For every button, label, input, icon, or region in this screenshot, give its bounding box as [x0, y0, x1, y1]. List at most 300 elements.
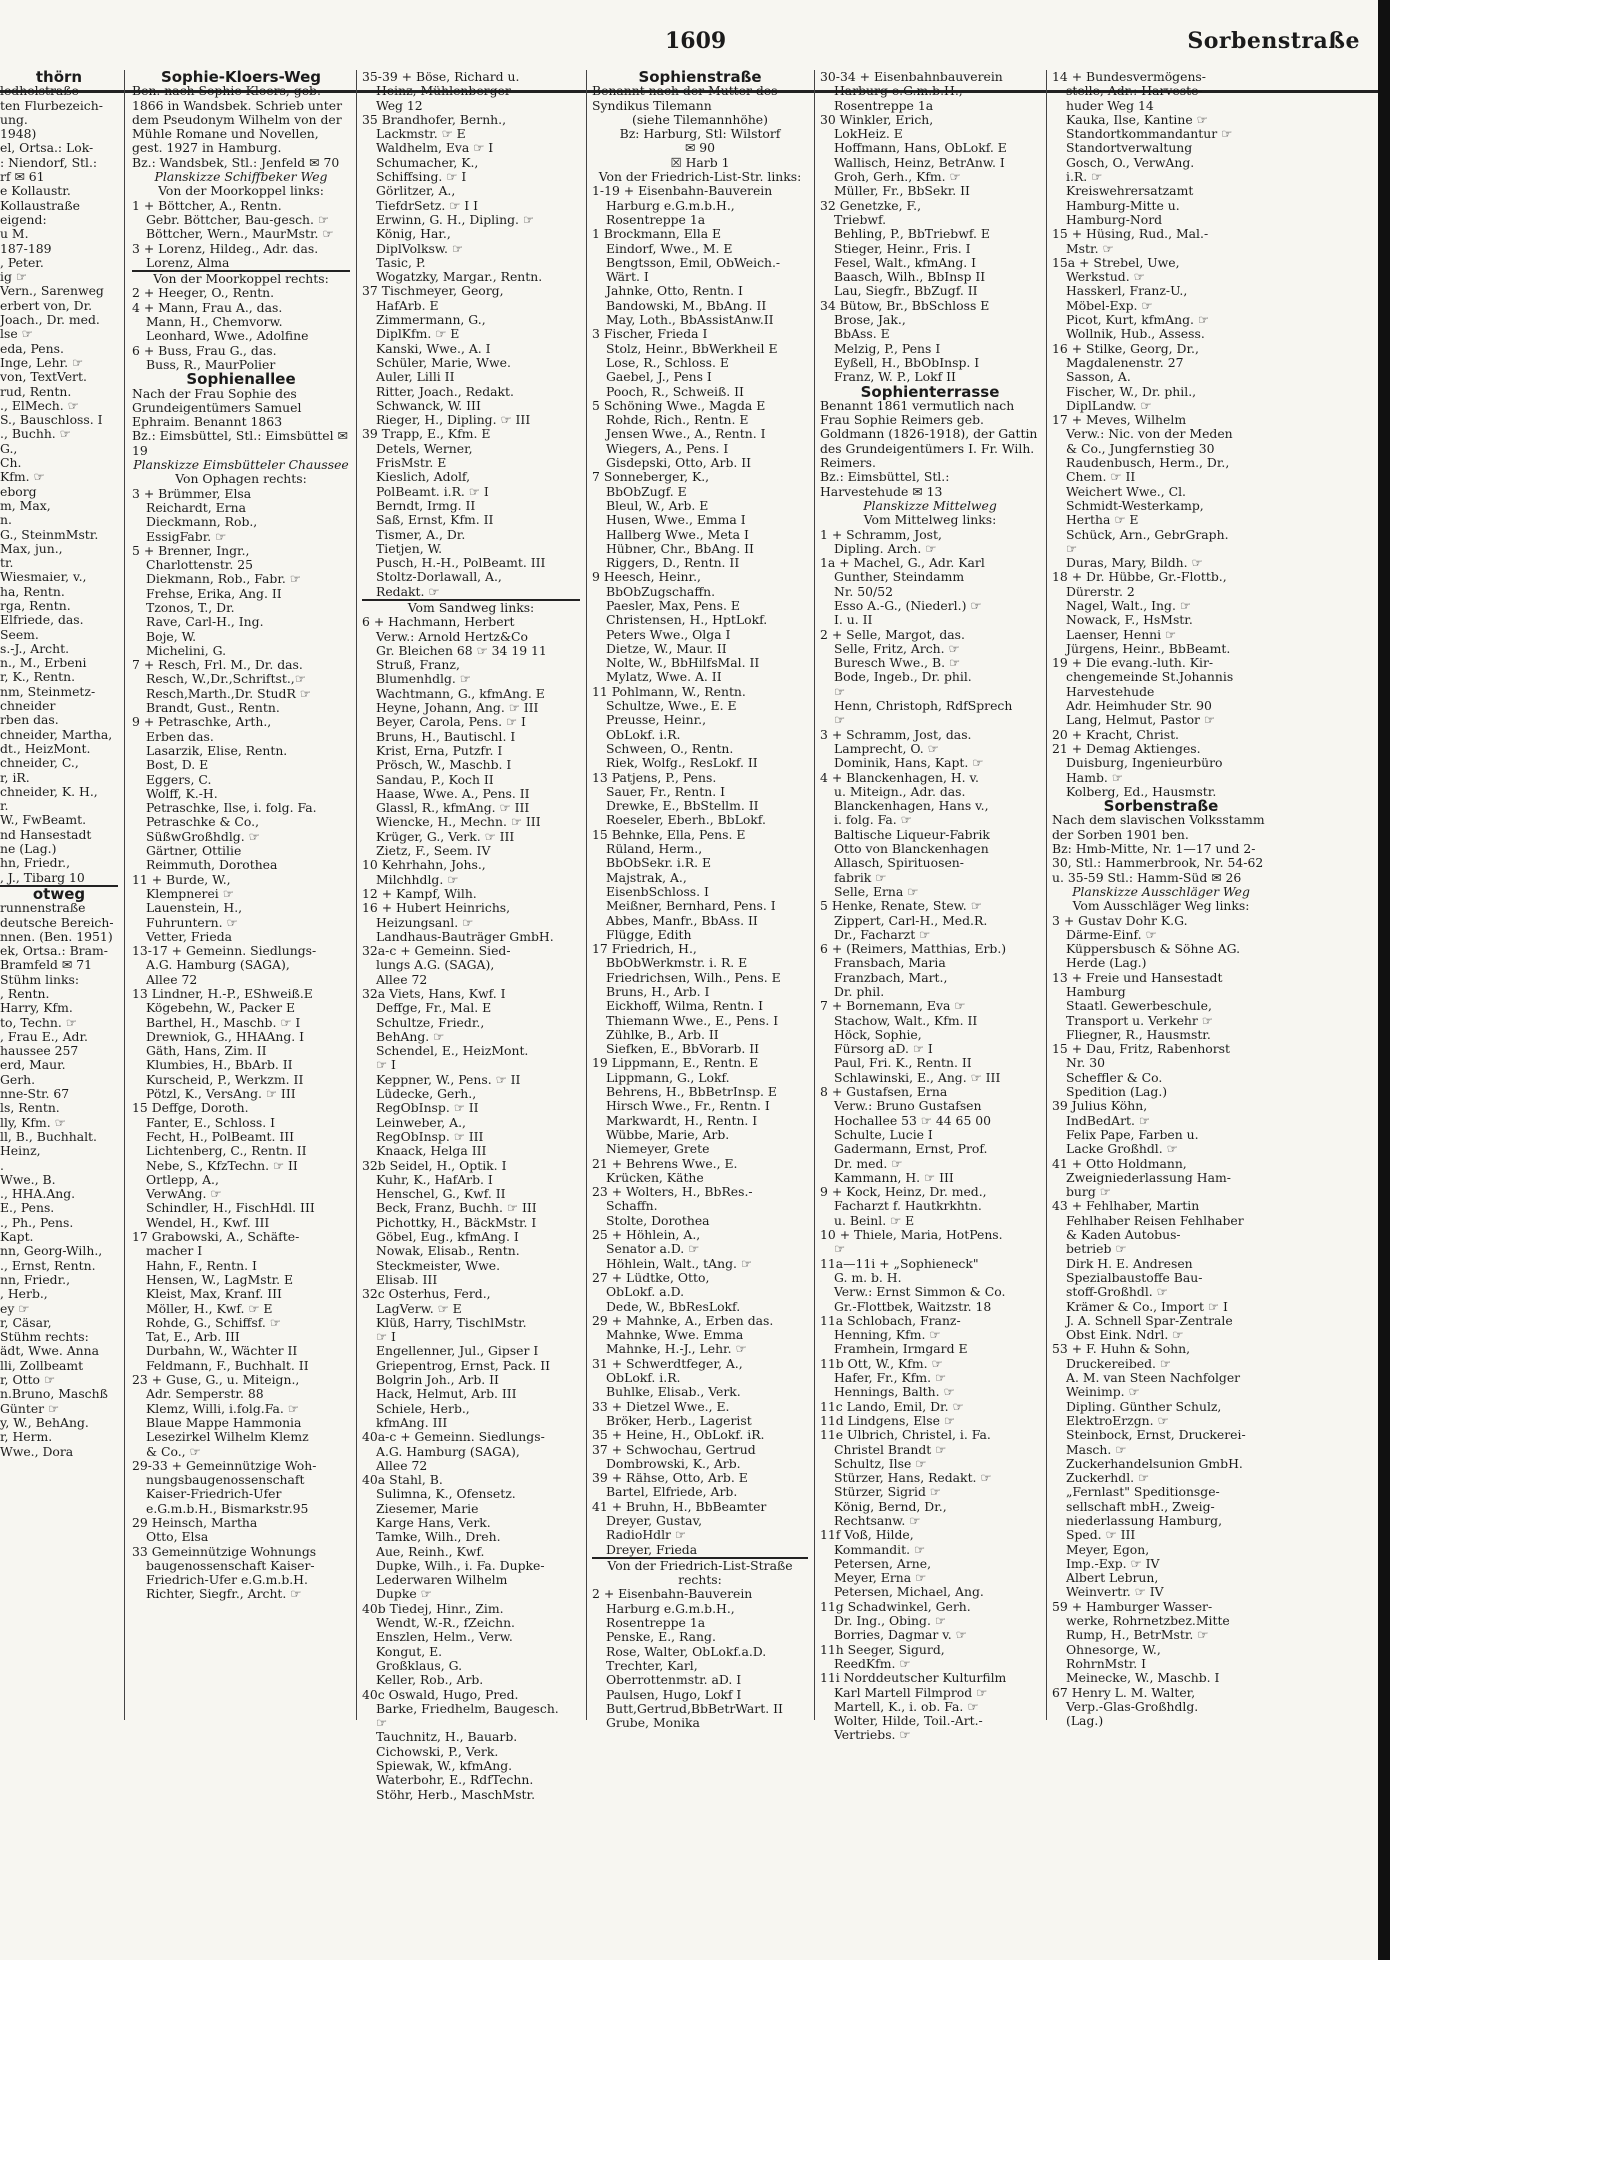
entry-continuation: Kongut, E.: [376, 1643, 443, 1659]
directory-entry: 11b Ott, W., Kfm. ☞: [820, 1355, 943, 1371]
directory-entry: 27 + Lüdtke, Otto,: [592, 1269, 710, 1285]
entry-continuation: Bleul, W., Arb. E: [606, 497, 709, 513]
entry-continuation: Wollnik, Hub., Assess.: [1066, 326, 1205, 342]
entry-continuation: Petraschke & Co.,: [146, 814, 260, 830]
entry-continuation: u. Beinl. ☞ E: [834, 1212, 915, 1228]
entry-continuation: Kaiser-Friedrich-Ufer: [146, 1486, 282, 1502]
entry-continuation: Martell, K., i. ob. Fa. ☞: [834, 1698, 979, 1714]
entry-continuation: Gaebel, J., Pens I: [606, 369, 712, 385]
directory-entry: 1 + Schramm, Jost,: [820, 526, 942, 542]
street-description: nnen. (Ben. 1951): [0, 928, 113, 944]
directory-entry: 10 + Thiele, Maria, HotPens.: [820, 1227, 1003, 1243]
entry-continuation: lungs A.G. (SAGA),: [376, 957, 495, 973]
directory-entry: 12 + Kampf, Wilh.: [362, 885, 477, 901]
street-description: ek, Ortsa.: Bram-: [0, 943, 108, 959]
entry-continuation: Hamburg-Mitte u.: [1066, 197, 1180, 213]
entry-continuation: Preusse, Heinr.,: [606, 712, 707, 728]
entry-continuation: Detels, Werner,: [376, 440, 473, 456]
entry-continuation: werke, Rohrnetzbez.Mitte: [1066, 1613, 1230, 1629]
street-description: S., Bauschloss. I: [0, 412, 103, 428]
entry-continuation: Schiele, Herb.,: [376, 1400, 470, 1416]
entry-continuation: Bengtsson, Emil, ObWeich.-: [606, 254, 781, 270]
entry-continuation: Schaffn.: [606, 1198, 658, 1214]
directory-entry: 33 + Dietzel Wwe., E.: [592, 1398, 730, 1414]
entry-continuation: ☞ I: [376, 1057, 396, 1073]
entry-continuation: IndBedArt. ☞: [1066, 1112, 1151, 1128]
entry-continuation: Cichowski, P., Verk.: [376, 1743, 499, 1759]
entry-continuation: Grube, Monika: [606, 1715, 700, 1731]
entry-continuation: Karl Martell Filmprod ☞: [834, 1684, 988, 1700]
entry-continuation: huder Weg 14: [1066, 97, 1154, 113]
entry-continuation: Ohnesorge, W.,: [1066, 1641, 1161, 1657]
entry-continuation: Schultze, Wwe., E. E: [606, 698, 737, 714]
directory-entry: 11i Norddeutscher Kulturfilm: [820, 1670, 1007, 1686]
street-heading: Sophie-Kloers-Weg: [160, 70, 322, 86]
entry-continuation: Hamburg: [1066, 984, 1126, 999]
entry-continuation: Jensen Wwe., A., Rentn. I: [606, 426, 766, 442]
directory-entry: 1a + Machel, G., Adr. Karl: [820, 555, 985, 571]
directory-entry: 19 + Die evang.-luth. Kir-: [1052, 655, 1214, 671]
entry-continuation: Lorenz, Alma: [146, 254, 230, 270]
street-description: erd, Maur.: [0, 1057, 66, 1073]
entry-continuation: Zweigniederlassung Ham-: [1066, 1169, 1231, 1185]
column-2: [132, 70, 350, 1920]
street-description: ne (Lag.): [0, 841, 57, 857]
entry-continuation: Stolte, Dorothea: [606, 1212, 710, 1228]
directory-entry: 32b Seidel, H., Optik. I: [362, 1157, 507, 1173]
street-description: , Herb.,: [0, 1286, 48, 1302]
entry-continuation: Dominik, Hans, Kapt. ☞: [834, 755, 984, 771]
entry-continuation: Pötzl, K., VersAng. ☞ III: [146, 1086, 296, 1102]
street-description: W., FwBeamt.: [0, 812, 87, 828]
street-description: ll, B., Buchhalt.: [0, 1128, 97, 1144]
street-description: dt., HeizMont.: [0, 740, 91, 756]
entry-continuation: Möbel-Exp. ☞: [1066, 297, 1153, 313]
directory-entry: 15 + Dau, Fritz, Rabenhorst: [1052, 1041, 1231, 1057]
entry-continuation: Lacke Großhdl. ☞: [1066, 1141, 1178, 1157]
directory-entry: 32a Viets, Hans, Kwf. I: [362, 986, 506, 1001]
entry-continuation: Hamb. ☞: [1066, 769, 1123, 785]
directory-entry: 1-19 + Eisenbahn-Bauverein: [592, 183, 773, 199]
entry-continuation: ObLokf. a.D.: [606, 1284, 685, 1300]
entry-continuation: Butt,Gertrud,BbBetrWart. II: [606, 1700, 783, 1716]
street-description: Elfriede, das.: [0, 612, 84, 628]
directory-entry: 53 + F. Huhn & Sohn,: [1052, 1341, 1191, 1357]
entry-continuation: ☞: [834, 1241, 846, 1257]
entry-continuation: EisenbSchloss. I: [606, 883, 709, 899]
entry-continuation: Adr. Heimhuder Str. 90: [1066, 698, 1212, 714]
entry-continuation: Krist, Erna, Putzfr. I: [376, 742, 503, 758]
entry-continuation: Sasson, A.: [1066, 369, 1131, 385]
street-description: : Niendorf, Stl.:: [0, 154, 98, 170]
entry-continuation: Nagel, Walt., Ing. ☞: [1066, 597, 1191, 613]
entry-continuation: Nr. 30: [1066, 1055, 1106, 1071]
entry-continuation: Vertriebs. ☞: [834, 1727, 911, 1743]
directory-entry: 41 + Otto Holdmann,: [1052, 1155, 1187, 1171]
directory-entry: 29 Heinsch, Martha: [132, 1514, 258, 1530]
entry-continuation: G. m. b. H.: [834, 1269, 902, 1285]
street-description: s.-J., Archt.: [0, 640, 70, 656]
entry-continuation: Rosentreppe 1a: [834, 97, 934, 113]
entry-continuation: Dreyer, Gustav,: [606, 1512, 703, 1528]
street-description: Benannt nach der Mutter des Syndikus Tilemann: [592, 83, 778, 113]
entry-continuation: Christel Brandt ☞: [834, 1441, 947, 1457]
entry-continuation: Majstrak, A.,: [606, 869, 687, 885]
entry-continuation: Dreyer, Frieda: [606, 1541, 698, 1557]
entry-continuation: Fesel, Walt., kfmAng. I: [834, 254, 977, 270]
entry-continuation: Schendel, E., HeizMont.: [376, 1043, 529, 1059]
entry-continuation: Bost, D. E: [146, 757, 209, 773]
directory-entry: 32a-c + Gemeinn. Sied-: [362, 943, 511, 959]
entry-continuation: Därme-Einf. ☞: [1066, 926, 1157, 942]
directory-entry: 19 Lippmann, E., Rentn. E: [592, 1055, 759, 1071]
plan-reference: Planskizze Schiffbeker Weg: [154, 169, 328, 185]
entry-continuation: Heinz, Mühlenberger: [376, 83, 511, 99]
directory-entry: 23 + Guse, G., u. Miteign.,: [132, 1372, 300, 1388]
entry-continuation: Kanski, Wwe., A. I: [376, 340, 491, 356]
entry-continuation: Blanckenhagen, Hans v.,: [834, 798, 989, 814]
entry-continuation: Hoffmann, Hans, ObLokf. E: [834, 140, 1007, 156]
entry-continuation: VerwAng. ☞: [146, 1186, 222, 1202]
entry-continuation: Diekmann, Rob., Fabr. ☞: [146, 571, 301, 587]
entry-continuation: Pooch, R., Schweiß. II: [606, 383, 744, 399]
entry-continuation: Herde (Lag.): [1066, 955, 1147, 971]
directory-entry: 2 + Selle, Margot, das.: [820, 626, 965, 642]
entry-continuation: Durbahn, W., Wächter II: [146, 1343, 298, 1359]
entry-continuation: Tzonos, T., Dr.: [146, 599, 235, 615]
street-description: ., HHA.Ang.: [0, 1186, 76, 1202]
entry-continuation: Leonhard, Wwe., Adolfine: [146, 328, 309, 344]
entry-continuation: Klumbies, H., BbArb. II: [146, 1057, 293, 1073]
entry-continuation: Gäth, Hans, Zim. II: [146, 1043, 267, 1059]
entry-continuation: Kleist, Max, Kranf. III: [146, 1286, 282, 1302]
entry-continuation: BehAng. ☞: [376, 1028, 445, 1044]
entry-continuation: Redakt. ☞: [376, 583, 440, 599]
entry-continuation: Wiencke, H., Mechn. ☞ III: [376, 814, 541, 830]
column-6: [1052, 70, 1270, 1920]
street-description: Bz.: Wandsbek, Stl.: Jenfeld ✉ 70: [132, 154, 340, 170]
entry-continuation: Eindorf, Wwe., M. E: [606, 240, 733, 256]
entry-continuation: Klüß, Harry, TischlMstr.: [376, 1314, 527, 1330]
directory-entry: 32 Genetzke, F.,: [820, 197, 922, 213]
street-description: ledholstraße: [0, 83, 79, 99]
directory-entry: 30-34 + Eisenbahnbauverein: [820, 70, 1003, 84]
entry-continuation: Lederwaren Wilhelm: [376, 1572, 508, 1588]
entry-continuation: Eickhoff, Wilma, Rentn. I: [606, 998, 763, 1014]
entry-continuation: Druckereibed. ☞: [1066, 1355, 1172, 1371]
entry-continuation: Görlitzer, A.,: [376, 183, 456, 199]
street-description: ., Ph., Pens.: [0, 1214, 74, 1230]
entry-continuation: Zuckerhandelsunion GmbH.: [1066, 1455, 1243, 1471]
entry-continuation: Gunther, Steindamm: [834, 569, 965, 585]
directory-entry: 5 Schöning Wwe., Magda E: [592, 397, 766, 413]
entry-continuation: Mylatz, Wwe. A. II: [606, 669, 722, 685]
entry-continuation: stoff-Großhdl. ☞: [1066, 1284, 1168, 1300]
directory-entry: 11 + Burde, W.,: [132, 871, 231, 887]
entry-continuation: Barthel, H., Maschb. ☞ I: [146, 1014, 301, 1030]
street-description: chneider, Martha,: [0, 726, 113, 742]
street-description: Seem.: [0, 626, 39, 642]
column-divider: [586, 70, 587, 1720]
entry-continuation: Buhlke, Elisab., Verk.: [606, 1384, 741, 1400]
entry-continuation: Bode, Ingeb., Dr. phil.: [834, 669, 972, 685]
entry-continuation: Duisburg, Ingenieurbüro: [1066, 755, 1223, 771]
entry-continuation: Klempnerei ☞: [146, 885, 234, 901]
entry-continuation: Lang, Helmut, Pastor ☞: [1066, 712, 1216, 728]
entry-continuation: Dede, W., BbResLokf.: [606, 1298, 741, 1314]
entry-continuation: Mahnke, H.-J., Lehr. ☞: [606, 1341, 747, 1357]
entry-continuation: Steinbock, Ernst, Druckerei-: [1066, 1427, 1246, 1443]
entry-continuation: Lippmann, G., Lokf.: [606, 1069, 730, 1085]
directory-entry: 1 + Böttcher, A., Rentn.: [132, 197, 282, 213]
entry-continuation: Stoltz-Dorlawall, A.,: [376, 569, 502, 585]
entry-continuation: Gisdepski, Otto, Arb. II: [606, 455, 752, 471]
street-heading: otweg: [32, 884, 86, 903]
entry-continuation: Werkstud. ☞: [1066, 269, 1145, 285]
entry-continuation: Engellenner, Jul., Gipser I: [376, 1343, 539, 1359]
entry-continuation: Transport u. Verkehr ☞: [1066, 1012, 1213, 1028]
street-description: , J., Tibarg 10: [0, 869, 85, 885]
directory-entry: 37 + Schwochau, Gertrud: [592, 1441, 756, 1457]
entry-continuation: Schultz, Ilse ☞: [834, 1455, 927, 1471]
entry-continuation: Sauer, Fr., Rentn. I: [606, 783, 725, 799]
street-description: Nach dem slavischen Volksstamm der Sorben 1901 ben.: [1052, 812, 1265, 842]
entry-continuation: Husen, Wwe., Emma I: [606, 512, 746, 528]
directory-entry: 39 + Rähse, Otto, Arb. E: [592, 1470, 748, 1486]
entry-continuation: Laenser, Henni ☞: [1066, 626, 1177, 642]
street-description: r.: [0, 798, 9, 814]
entry-continuation: Hertha ☞ E: [1066, 512, 1139, 528]
directory-entry: 40b Tiedej, Hinr., Zim.: [362, 1600, 504, 1616]
entry-continuation: Eggers, C.: [146, 771, 212, 787]
entry-continuation: Chem. ☞ II: [1066, 469, 1136, 485]
street-description: , Peter.: [0, 254, 44, 270]
entry-continuation: Sandau, P., Koch II: [376, 771, 494, 787]
entry-continuation: A. M. van Steen Nachfolger: [1066, 1370, 1241, 1386]
directory-entry: 6 + Hachmann, Herbert: [362, 614, 515, 630]
entry-continuation: Allee 72: [376, 1457, 428, 1473]
entry-continuation: Nebe, S., KfzTechn. ☞ II: [146, 1157, 298, 1173]
street-description: u M.: [0, 226, 29, 242]
entry-continuation: nungsbaugenossenschaft: [146, 1472, 305, 1488]
column-3: [362, 70, 580, 1920]
directory-entry: 9 + Kock, Heinz, Dr. med.,: [820, 1184, 987, 1200]
directory-entry: 3 + Gustav Dohr K.G.: [1052, 912, 1188, 928]
entry-continuation: Buresch Wwe., B. ☞: [834, 655, 961, 671]
entry-continuation: Fürsorg aD. ☞ I: [834, 1041, 933, 1057]
directory-entry: 40c Oswald, Hugo, Pred.: [362, 1686, 519, 1702]
section-heading: Von der Moorkoppel rechts:: [153, 271, 329, 287]
entry-continuation: Facharzt f. Hautkrkhtn.: [834, 1198, 982, 1214]
entry-continuation: Magdalenenstr. 27: [1066, 354, 1184, 370]
street-description: ey ☞: [0, 1300, 30, 1316]
entry-continuation: Stürzer, Sigrid ☞: [834, 1484, 941, 1500]
entry-continuation: Riek, Wolfg., ResLokf. II: [606, 755, 758, 771]
entry-continuation: Charlottenstr. 25: [146, 557, 254, 573]
page-header: [0, 28, 1378, 64]
entry-continuation: Hafer, Fr., Kfm. ☞: [834, 1370, 947, 1386]
directory-entry: 20 + Kracht, Christ.: [1052, 726, 1179, 742]
street-description: nn, Friedr.,: [0, 1271, 71, 1287]
entry-continuation: Leinweber, A.,: [376, 1114, 466, 1130]
directory-entry: 8 + Gustafsen, Erna: [820, 1084, 948, 1100]
entry-continuation: RadioHdlr ☞: [606, 1527, 687, 1543]
street-heading: Sophienterrasse: [860, 382, 1000, 401]
entry-continuation: Krücken, Käthe: [606, 1169, 704, 1185]
entry-continuation: Selle, Fritz, Arch. ☞: [834, 640, 960, 656]
street-description: rud, Rentn.: [0, 383, 72, 399]
entry-continuation: Rechtsanw. ☞: [834, 1512, 921, 1528]
entry-continuation: Frehse, Erika, Ang. II: [146, 585, 282, 601]
entry-continuation: Rump, H., BetrMstr. ☞: [1066, 1627, 1209, 1643]
entry-continuation: betrieb ☞: [1066, 1241, 1127, 1257]
entry-continuation: Trechter, Karl,: [606, 1657, 698, 1673]
entry-continuation: Rieger, H., Dipling. ☞ III: [376, 412, 531, 428]
street-description: Wwe., Dora: [0, 1443, 74, 1459]
street-description: Kapt.: [0, 1229, 34, 1245]
plan-reference: Planskizze Ausschläger Weg: [1072, 883, 1250, 899]
entry-continuation: BbObWerkmstr. i. R. E: [606, 955, 748, 971]
entry-continuation: Tamke, Wilh., Dreh.: [376, 1529, 501, 1545]
entry-continuation: Mann, H., Chemvorw.: [146, 314, 283, 330]
entry-continuation: Ritter, Joach., Redakt.: [376, 383, 514, 399]
entry-continuation: Griepentrog, Ernst, Pack. II: [376, 1357, 550, 1373]
directory-entry: 31 + Schwerdtfeger, A.,: [592, 1355, 743, 1371]
entry-continuation: Melzig, P., Pens I: [834, 340, 941, 356]
entry-continuation: Christensen, H., HptLokf.: [606, 612, 768, 628]
entry-continuation: SüßwGroßhdlg. ☞: [146, 828, 260, 844]
directory-entry: 21 + Behrens Wwe., E.: [592, 1155, 738, 1171]
entry-continuation: Wiegers, A., Pens. I: [606, 440, 729, 456]
entry-continuation: Heyne, Johann, Ang. ☞ III: [376, 700, 539, 716]
street-description: r, K., Rentn.: [0, 669, 76, 685]
entry-continuation: Bruns, H., Bautischl. I: [376, 728, 516, 744]
entry-continuation: EssigFabr. ☞: [146, 528, 227, 544]
entry-continuation: Kammann, H. ☞ III: [834, 1169, 954, 1185]
directory-entry: 10 Kehrhahn, Johs.,: [362, 857, 486, 873]
entry-continuation: Kurscheid, P., Werkzm. II: [146, 1071, 304, 1087]
entry-continuation: Fransbach, Maria: [834, 955, 946, 971]
entry-continuation: Lauenstein, H.,: [146, 900, 243, 916]
directory-entry: 1 Brockmann, Ella E: [592, 226, 722, 242]
street-description: Ben. nach Sophie Kloers, geb. 1866 in Wandsbek. Schrieb unter dem Pseudonym Wilhelm von der Mühle Romane und Novellen, gest. 1927 in Hamburg.: [132, 83, 343, 156]
directory-entry: 11e Ulbrich, Christel, i. Fa.: [820, 1427, 991, 1443]
street-description: hn, Friedr.,: [0, 855, 71, 871]
entry-continuation: Nowack, F., HsMstr.: [1066, 612, 1193, 628]
entry-continuation: RegObInsp. ☞ II: [376, 1100, 479, 1116]
entry-continuation: Staatl. Gewerbeschule,: [1066, 998, 1212, 1014]
directory-entry: 11d Lindgens, Else ☞: [820, 1412, 955, 1428]
street-description: r, iR.: [0, 769, 30, 785]
section-heading: Von der Moorkoppel links:: [158, 183, 324, 199]
entry-continuation: Niemeyer, Grete: [606, 1141, 710, 1157]
entry-continuation: Meyer, Erna ☞: [834, 1570, 927, 1586]
street-description: Ch.: [0, 455, 22, 471]
entry-continuation: Nowak, Elisab., Rentn.: [376, 1243, 520, 1259]
entry-continuation: (Lag.): [1066, 1713, 1104, 1729]
entry-continuation: Höck, Sophie,: [834, 1026, 922, 1042]
plan-reference: Planskizze Eimsbütteler Chaussee: [133, 457, 349, 473]
directory-entry: 4 + Mann, Frau A., das.: [132, 299, 283, 315]
entry-continuation: Rüland, Herm.,: [606, 841, 703, 857]
entry-continuation: Krämer & Co., Import ☞ I: [1066, 1298, 1228, 1314]
entry-continuation: Gosch, O., VerwAng.: [1066, 154, 1195, 170]
entry-continuation: Baasch, Wilh., BbInsp II: [834, 269, 986, 285]
section-heading: Von Ophagen rechts:: [175, 471, 307, 487]
entry-continuation: Hensen, W., LagMstr. E: [146, 1271, 294, 1287]
entry-continuation: Weinimp. ☞: [1066, 1384, 1140, 1400]
entry-continuation: niederlassung Hamburg,: [1066, 1512, 1223, 1528]
entry-continuation: Wendt, W.-R., fZeichn.: [376, 1615, 515, 1631]
entry-continuation: Bruns, H., Arb. I: [606, 984, 710, 999]
section-heading: (siehe Tilemannhöhe): [632, 111, 768, 127]
entry-continuation: ☞: [834, 712, 846, 728]
entry-continuation: ☞: [376, 1715, 388, 1731]
entry-continuation: Aue, Reinh., Kwf.: [376, 1543, 485, 1559]
entry-continuation: I. u. II: [834, 612, 873, 628]
street-description: Vern., Sarenweg: [0, 283, 104, 299]
entry-continuation: Peters Wwe., Olga I: [606, 626, 731, 642]
entry-continuation: Tasic, P.: [376, 254, 426, 270]
entry-continuation: Dipling. Arch. ☞: [834, 540, 937, 556]
entry-continuation: Karge Hans, Verk.: [376, 1514, 491, 1530]
entry-continuation: Allee 72: [146, 971, 198, 987]
entry-continuation: Mstr. ☞: [1066, 240, 1114, 256]
entry-continuation: Lackmstr. ☞ E: [376, 126, 466, 142]
running-head: Sorbenstraße: [1187, 28, 1360, 54]
entry-continuation: A.G. Hamburg (SAGA),: [146, 957, 290, 973]
directory-entry: 29-33 + Gemeinnützige Woh-: [132, 1457, 317, 1473]
street-description: eigend:: [0, 211, 47, 227]
entry-continuation: PolBeamt. i.R. ☞ I: [376, 483, 489, 499]
entry-continuation: Sulimna, K., Ofensetz.: [376, 1486, 516, 1502]
directory-entry: 15a + Strebel, Uwe,: [1052, 254, 1180, 270]
entry-continuation: Adr. Semperstr. 88: [146, 1386, 264, 1402]
directory-entry: 11a—11i + „Sophieneck": [820, 1255, 979, 1271]
entry-continuation: Kieslich, Adolf,: [376, 469, 471, 485]
entry-continuation: Paesler, Max, Pens. E: [606, 597, 740, 613]
entry-continuation: Wogatzky, Margar., Rentn.: [376, 269, 543, 285]
entry-continuation: sellschaft mbH., Zweig-: [1066, 1498, 1215, 1514]
entry-continuation: Schultze, Friedr.,: [376, 1014, 485, 1030]
directory-entry: 11f Voß, Hilde,: [820, 1527, 914, 1543]
entry-continuation: & Co., Jungfernstieg 30: [1066, 440, 1215, 456]
entry-continuation: Michelini, G.: [146, 642, 227, 658]
entry-continuation: Zietz, F., Seem. IV: [376, 843, 491, 859]
street-description: 1948): [0, 126, 37, 142]
entry-continuation: BbObSekr. i.R. E: [606, 855, 712, 871]
entry-continuation: Standortverwaltung: [1066, 140, 1193, 156]
directory-entry: 67 Henry L. M. Walter,: [1052, 1684, 1196, 1700]
entry-continuation: Pichottky, H., BäckMstr. I: [376, 1214, 537, 1230]
entry-continuation: FrisMstr. E: [376, 455, 447, 471]
street-description: to, Techn. ☞: [0, 1014, 77, 1030]
entry-continuation: Schüler, Marie, Wwe.: [376, 354, 511, 370]
street-description: ig ☞: [0, 269, 27, 285]
entry-continuation: A.G. Hamburg (SAGA),: [376, 1443, 520, 1459]
entry-continuation: Raudenbusch, Herm., Dr.,: [1066, 455, 1230, 471]
street-description: chneider, C.,: [0, 755, 79, 771]
entry-continuation: Rave, Carl-H., Ing.: [146, 614, 264, 630]
entry-continuation: Weichert Wwe., Cl.: [1066, 483, 1186, 499]
entry-continuation: Wallisch, Heinz, BetrAnw. I: [834, 154, 1005, 170]
directory-entry: 13 + Freie und Hansestadt: [1052, 969, 1223, 985]
entry-continuation: Kauka, Ilse, Kantine ☞: [1066, 111, 1208, 127]
section-heading: ☒ Harb 1: [670, 154, 730, 170]
entry-continuation: Zühlke, B., Arb. II: [606, 1026, 719, 1042]
entry-continuation: Verw.: Ernst Simmon & Co.: [834, 1284, 1006, 1300]
entry-continuation: Hennings, Balth. ☞: [834, 1384, 955, 1400]
